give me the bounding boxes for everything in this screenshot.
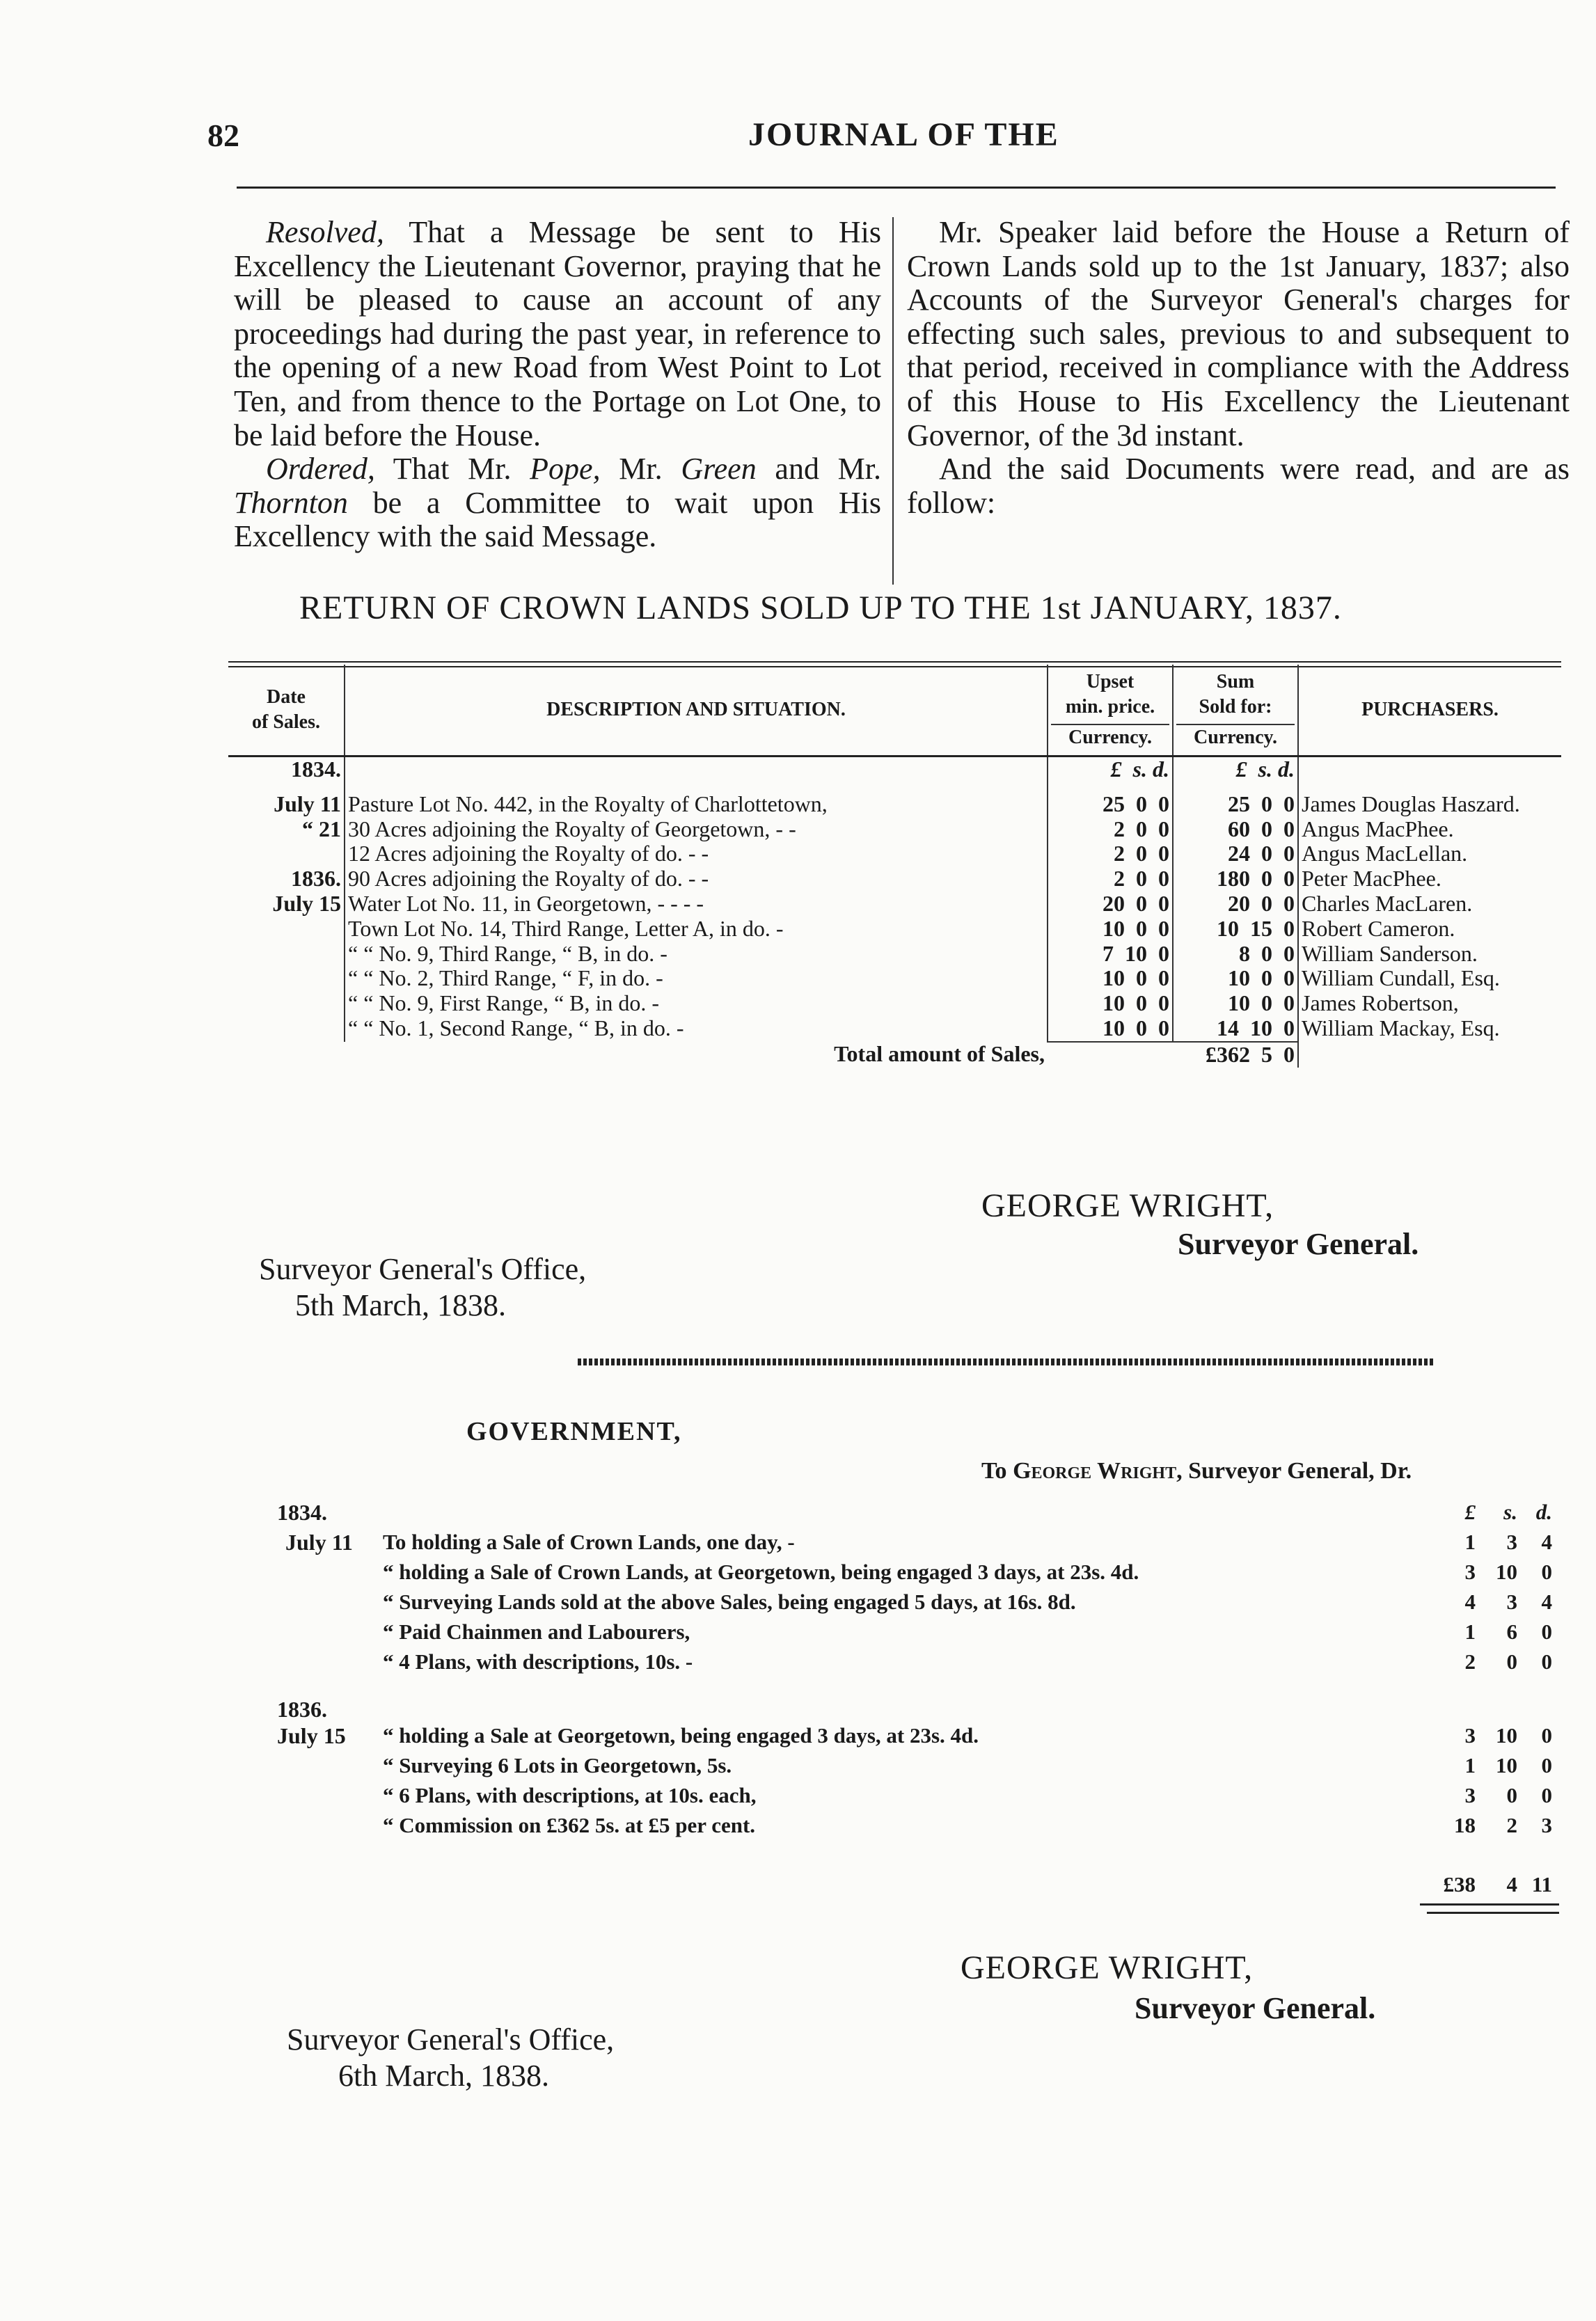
header-sold: Sum Sold for: Currency.	[1173, 665, 1298, 756]
account-item	[0, 1753, 1596, 1782]
row-date	[228, 966, 345, 991]
header-date: Date of Sales.	[228, 665, 345, 756]
row-sold-for: 180 0 0	[1173, 866, 1298, 892]
account-item	[0, 1590, 1596, 1619]
row-upset-price: 10 0 0	[1048, 1016, 1173, 1042]
row-purchaser: James Douglas Haszard.	[1302, 791, 1520, 816]
row-purchaser: Peter MacPhee.	[1302, 866, 1441, 892]
account-total-double-rule	[1427, 1903, 1559, 1914]
row-sold-for: 20 0 0	[1173, 892, 1298, 917]
row-description: Pasture Lot No. 442, in the Royalty of Charlottetown,	[345, 792, 1048, 817]
account-item-pounds: 2	[1464, 1649, 1476, 1674]
resolved-paragraph	[234, 216, 881, 452]
ordered-lead: Ordered,	[266, 452, 375, 486]
account-date-1836: July 15	[277, 1723, 346, 1748]
row-purchaser: William Cundall, Esq.	[1302, 965, 1500, 991]
name-pope: Pope,	[530, 452, 601, 486]
office-block-2: Surveyor General's Office, 6th March, 1838.	[287, 2022, 615, 2093]
upset-units: £ s. d.	[1048, 756, 1173, 782]
account-item-shillings: 0	[1506, 1783, 1517, 1807]
account-item-pounds: 3	[1464, 1560, 1476, 1584]
row-sold-for: 10 0 0	[1173, 966, 1298, 991]
account-item-pence: 4	[1541, 1590, 1552, 1614]
row-sold-for: 10 15 0	[1173, 917, 1298, 942]
signature-title-2: Surveyor General.	[1135, 1991, 1376, 2025]
total-shillings: 5	[1261, 1041, 1272, 1067]
row-description: “ “ No. 9, First Range, “ B, in do. -	[345, 991, 1048, 1016]
signature-name-1: GEORGE WRIGHT,	[981, 1187, 1274, 1224]
account-item-pence: 3	[1541, 1813, 1552, 1837]
table-row	[228, 866, 1561, 892]
account-item-pounds: 18	[1454, 1813, 1476, 1837]
account-item-description: “ 4 Plans, with descriptions, 10s. -	[383, 1649, 693, 1674]
account-item-description: “ Surveying 6 Lots in Georgetown, 5s.	[383, 1753, 732, 1777]
account-item-pence: 0	[1541, 1560, 1552, 1584]
row-description: 30 Acres adjoining the Royalty of Georgetown, - -	[345, 817, 1048, 842]
resolved-text: That a Message be sent to His Excellency the Lieutenant Governor, praying that he will be pleased to cause an account of any proceedings had during the past year, in reference to the opening of a new Road from West Point to Lot Ten, and from thence to the Portage on Lot One, to be laid before the House.	[234, 215, 881, 452]
account-item-pounds: 3	[1464, 1723, 1476, 1748]
return-table	[228, 665, 1561, 1068]
table-row	[228, 942, 1561, 967]
row-upset-price: 7 10 0	[1048, 942, 1173, 967]
account-year-1834: 1834.	[277, 1500, 327, 1525]
row-description: “ “ No. 2, Third Range, “ F, in do. -	[345, 966, 1048, 991]
account-item-shillings: 10	[1496, 1723, 1517, 1748]
name-thornton: Thornton	[234, 485, 348, 520]
speaker-paragraph: Mr. Speaker laid before the House a Return of Crown Lands sold up to the 1st January, 1837; also Accounts of the Surveyor General's charges for effecting such sales, previous to and subsequent to that period, received in compliance with the Address of this House to His Excellency the Lieutenant Governor, of the 3d instant.	[907, 215, 1570, 452]
account-item-description: “ holding a Sale of Crown Lands, at Georgetown, being engaged 3 days, at 23s. 4d.	[383, 1560, 1139, 1584]
header-description: DESCRIPTION AND SITUATION.	[345, 665, 1048, 756]
account-item-shillings: 3	[1506, 1530, 1517, 1554]
header-upset: Upset min. price. Currency.	[1048, 665, 1173, 756]
account-item	[0, 1649, 1596, 1679]
row-date	[228, 917, 345, 942]
row-description: Water Lot No. 11, in Georgetown, - - - -	[345, 892, 1048, 917]
row-upset-price: 2 0 0	[1048, 817, 1173, 842]
row-date: “ 21	[228, 817, 345, 842]
account-item-pounds: 4	[1464, 1590, 1476, 1614]
ordered-paragraph: Ordered, That Mr. Pope, Mr. Green and Mr. Thornton be a Committee to wait upon His Excellency with the said Message.	[234, 452, 882, 554]
row-date	[228, 1016, 345, 1042]
signature-title-1: Surveyor General.	[1178, 1227, 1419, 1261]
account-item-description: “ 6 Plans, with descriptions, at 10s. each,	[383, 1783, 757, 1807]
account-item-pence: 0	[1541, 1723, 1552, 1748]
header-purchasers: PURCHASERS.	[1298, 665, 1561, 756]
account-item-pence: 4	[1541, 1530, 1552, 1554]
row-sold-for: 25 0 0	[1173, 792, 1298, 817]
account-total-shillings: 4	[1506, 1872, 1517, 1896]
account-item-pence: 0	[1541, 1753, 1552, 1777]
account-item-description: To holding a Sale of Crown Lands, one day, -	[383, 1530, 795, 1554]
row-purchaser: James Robertson,	[1302, 990, 1459, 1016]
table-row	[228, 841, 1561, 866]
row-date: July 15	[228, 892, 345, 917]
row-upset-price: 2 0 0	[1048, 866, 1173, 892]
account-item-description: “ holding a Sale at Georgetown, being engaged 3 days, at 23s. 4d.	[383, 1723, 979, 1748]
account-date-1834: July 11	[285, 1530, 353, 1555]
total-label: Total amount of Sales,	[834, 1041, 1045, 1067]
sold-units: £ s. d.	[1173, 756, 1298, 782]
row-description: 12 Acres adjoining the Royalty of do. - -	[345, 841, 1048, 866]
row-description: “ “ No. 1, Second Range, “ B, in do. -	[345, 1016, 1048, 1042]
account-item-shillings: 6	[1506, 1619, 1517, 1644]
account-item-pence: 0	[1541, 1649, 1552, 1674]
total-row	[228, 1042, 1561, 1068]
documents-paragraph: And the said Documents were read, and are as follow:	[907, 452, 1570, 520]
page-number: 82	[207, 118, 239, 153]
row-purchaser: Angus MacLellan.	[1302, 841, 1468, 866]
account-item-pounds: 3	[1464, 1783, 1476, 1807]
row-date	[228, 942, 345, 967]
table-row	[228, 817, 1561, 842]
table-row	[228, 792, 1561, 817]
row-description: Town Lot No. 14, Third Range, Letter A, in do. -	[345, 917, 1048, 942]
account-item-shillings: 10	[1496, 1753, 1517, 1777]
total-amount	[1173, 1042, 1298, 1068]
account-item-shillings: 2	[1506, 1813, 1517, 1837]
account-item-description: “ Paid Chainmen and Labourers,	[383, 1619, 690, 1644]
row-upset-price: 10 0 0	[1048, 917, 1173, 942]
account-item	[0, 1813, 1596, 1842]
account-item	[0, 1619, 1596, 1649]
row-sold-for: 8 0 0	[1173, 942, 1298, 967]
row-purchaser: Charles MacLaren.	[1302, 890, 1473, 916]
account-item-pence: 0	[1541, 1783, 1552, 1807]
table-row	[228, 892, 1561, 917]
section-separator	[578, 1358, 1434, 1365]
account-item-description: “ Surveying Lands sold at the above Sales, being engaged 5 days, at 16s. 8d.	[383, 1590, 1076, 1614]
account-item	[0, 1560, 1596, 1589]
column-divider	[892, 217, 894, 585]
row-purchaser: William Mackay, Esq.	[1302, 1015, 1500, 1041]
year-1834: 1834.	[228, 756, 345, 782]
total-pounds: £362	[1206, 1041, 1250, 1067]
account-item-shillings: 10	[1496, 1560, 1517, 1584]
table-top-rule	[228, 661, 1561, 663]
office-block-1: Surveyor General's Office, 5th March, 1838.	[259, 1252, 587, 1322]
row-upset-price: 25 0 0	[1048, 792, 1173, 817]
account-item	[0, 1723, 1596, 1752]
account-item-pounds: 1	[1464, 1530, 1476, 1554]
row-purchaser: William Sanderson.	[1302, 940, 1478, 966]
row-description: 90 Acres adjoining the Royalty of do. - -	[345, 866, 1048, 892]
total-pence: 0	[1283, 1041, 1295, 1067]
table-row	[228, 917, 1561, 942]
account-header-row: 1834. £ s. d.	[277, 1500, 1552, 1525]
account-total-pence: 11	[1531, 1872, 1552, 1896]
account-item-shillings: 3	[1506, 1590, 1517, 1614]
row-upset-price: 20 0 0	[1048, 892, 1173, 917]
left-column	[234, 216, 881, 554]
row-date: July 11	[228, 792, 345, 817]
account-total-pounds: £38	[1443, 1872, 1476, 1896]
name-green: Green	[681, 452, 757, 486]
running-title: JOURNAL OF THE	[748, 116, 1059, 153]
government-title: GOVERNMENT,	[466, 1417, 682, 1446]
table-row	[228, 991, 1561, 1016]
resolved-lead: Resolved,	[266, 215, 384, 249]
account-item-description: “ Commission on £362 5s. at £5 per cent.	[383, 1813, 756, 1837]
row-upset-price: 2 0 0	[1048, 841, 1173, 866]
table-row	[228, 966, 1561, 991]
account-item	[0, 1783, 1596, 1812]
row-date: 1836.	[228, 866, 345, 892]
row-date	[228, 991, 345, 1016]
table-row	[228, 1016, 1561, 1042]
table-header-row	[228, 665, 1561, 756]
row-upset-price: 10 0 0	[1048, 966, 1173, 991]
row-sold-for: 14 10 0	[1173, 1016, 1298, 1042]
account-addressee: To George Wright, Surveyor General, Dr.	[981, 1458, 1412, 1484]
account-item	[0, 1530, 1596, 1559]
account-item-pounds: 1	[1464, 1619, 1476, 1644]
right-column	[907, 216, 1570, 520]
row-sold-for: 24 0 0	[1173, 841, 1298, 866]
account-item-pounds: 1	[1464, 1753, 1476, 1777]
row-purchaser: Angus MacPhee.	[1302, 816, 1454, 841]
row-description: “ “ No. 9, Third Range, “ B, in do. -	[345, 942, 1048, 967]
row-sold-for: 10 0 0	[1173, 991, 1298, 1016]
year-row	[228, 756, 1561, 782]
row-purchaser: Robert Cameron.	[1302, 915, 1455, 941]
row-upset-price: 10 0 0	[1048, 991, 1173, 1016]
account-item-shillings: 0	[1506, 1649, 1517, 1674]
account-year-1836: 1836.	[277, 1697, 327, 1722]
account-item-pence: 0	[1541, 1619, 1552, 1644]
signature-name-2: GEORGE WRIGHT,	[961, 1949, 1254, 1986]
return-title: RETURN OF CROWN LANDS SOLD UP TO THE 1st JANUARY, 1837.	[299, 589, 1342, 626]
row-sold-for: 60 0 0	[1173, 817, 1298, 842]
row-date	[228, 841, 345, 866]
header-rule	[237, 187, 1556, 189]
